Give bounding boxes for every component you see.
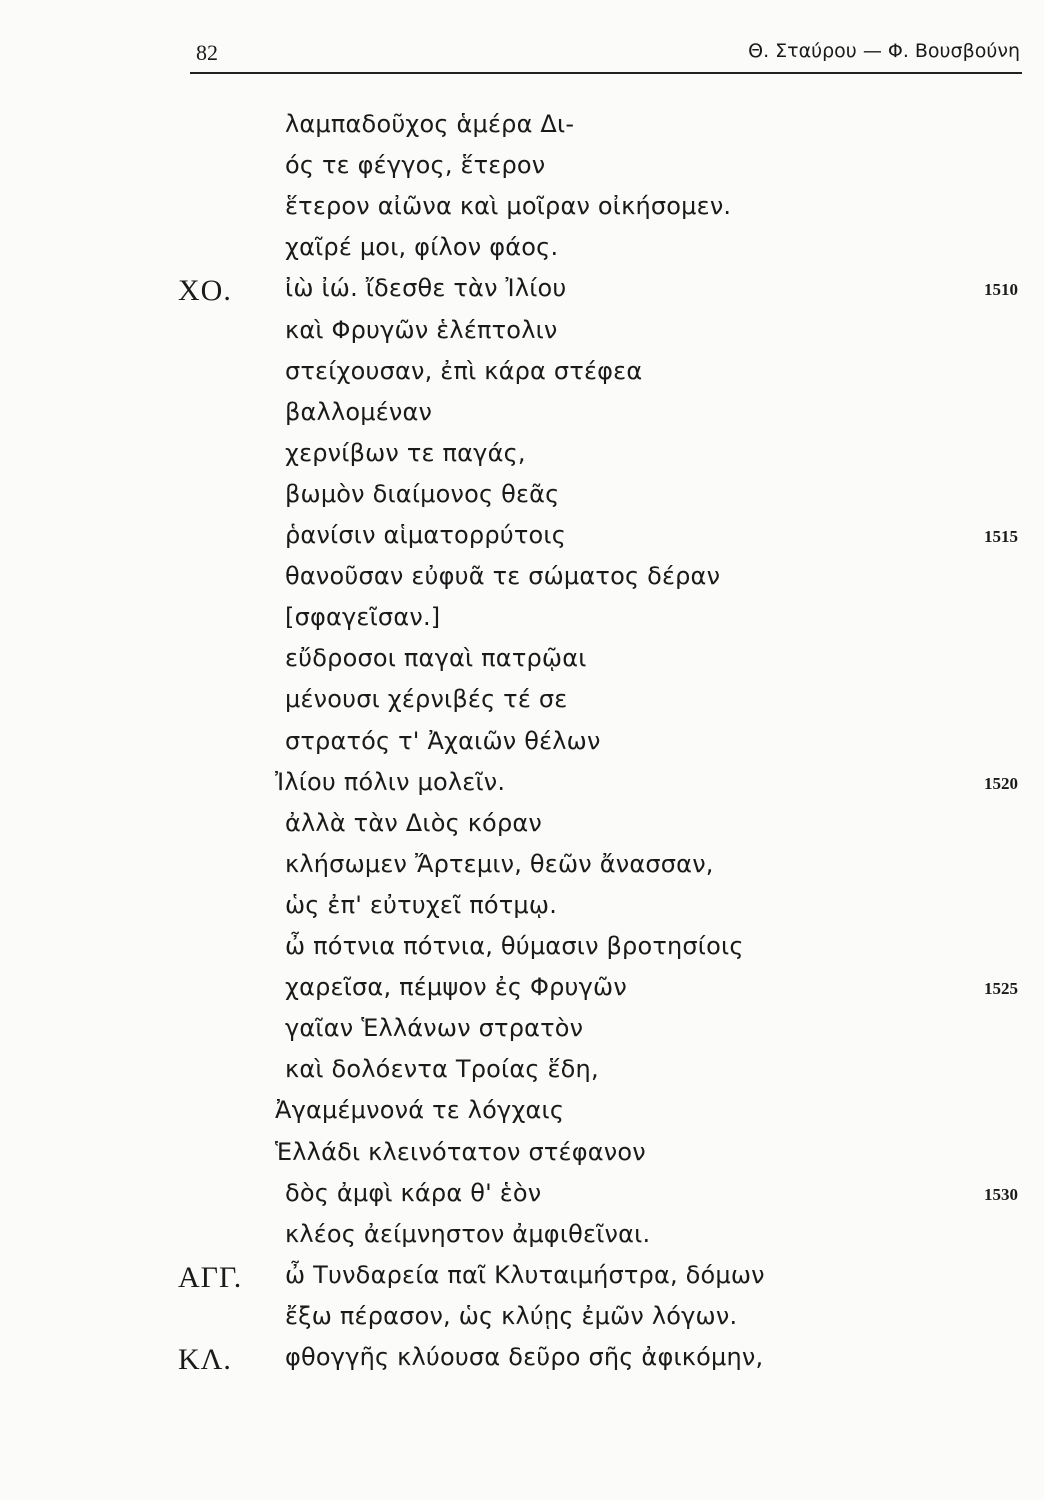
verse-text: στρατός τ' Ἀχαιῶν θέλων bbox=[285, 727, 601, 755]
verse-text: λαμπαδοῦχος ἁμέρα Δι- bbox=[285, 110, 575, 138]
verse-text: ἀλλὰ τὰν Διὸς κόραν bbox=[285, 809, 543, 837]
page-number: 82 bbox=[196, 40, 218, 65]
verse-text: Ἰλίου πόλιν μολεῖν. bbox=[275, 768, 506, 796]
verse-text: κλήσωμεν Ἄρτεμιν, θεῶν ἄνασσαν, bbox=[285, 850, 714, 878]
verse-line bbox=[0, 357, 1044, 399]
verse-line bbox=[0, 439, 1044, 481]
verse-line bbox=[0, 562, 1044, 604]
line-number: 1530 bbox=[984, 1185, 1018, 1204]
verse-text: [σφαγεῖσαν.] bbox=[285, 603, 441, 631]
verse-line bbox=[0, 891, 1044, 933]
verse-text: Ἑλλάδι κλεινότατον στέφανον bbox=[275, 1138, 646, 1166]
verse-text: ἕτερον αἰῶνα καὶ μοῖραν οἰκήσομεν. bbox=[285, 192, 732, 220]
verse-line bbox=[0, 192, 1044, 234]
verse-text: Ἀγαμέμνονά τε λόγχαις bbox=[275, 1096, 565, 1124]
verse-line bbox=[0, 850, 1044, 892]
verse-text: φθογγῆς κλύουσα δεῦρο σῆς ἀφικόμην, bbox=[285, 1343, 764, 1371]
verse-text: εὔδροσοι παγαὶ πατρῷαι bbox=[285, 644, 587, 672]
verse-line bbox=[0, 768, 1044, 810]
verse-line bbox=[0, 973, 1044, 1015]
verse-line bbox=[0, 603, 1044, 645]
verse-text: ἔξω πέρασον, ὡς κλύῃς ἐμῶν λόγων. bbox=[285, 1302, 738, 1330]
line-number: 1525 bbox=[984, 979, 1018, 998]
speaker-label: ΚΛ. bbox=[178, 1343, 232, 1376]
verse-text: βωμὸν διαίμονος θεᾶς bbox=[285, 480, 560, 508]
verse-text: χερνίβων τε παγάς, bbox=[285, 439, 526, 467]
verse-text: βαλλομέναν bbox=[285, 398, 433, 426]
line-number: 1520 bbox=[984, 774, 1018, 793]
verse-line bbox=[0, 274, 1044, 316]
verse-text: χαῖρέ μοι, φίλον φάος. bbox=[285, 233, 559, 261]
verse-line bbox=[0, 1055, 1044, 1097]
verse-line bbox=[0, 233, 1044, 275]
verse-text: γαῖαν Ἑλλάνων στρατὸν bbox=[285, 1014, 584, 1042]
verse-line bbox=[0, 644, 1044, 686]
verse-line bbox=[0, 809, 1044, 851]
verse-text: θανοῦσαν εὐφυᾶ τε σώματος δέραν bbox=[285, 562, 721, 590]
verse-line bbox=[0, 1096, 1044, 1138]
verse-line bbox=[0, 316, 1044, 358]
verse-line bbox=[0, 1302, 1044, 1344]
verse-text: ός τε φέγγος, ἕτερον bbox=[285, 151, 546, 179]
verse-line bbox=[0, 110, 1044, 152]
verse-text: μένουσι χέρνιβές τέ σε bbox=[285, 685, 568, 713]
verse-line bbox=[0, 398, 1044, 440]
verse-line bbox=[0, 1261, 1044, 1303]
verse-line bbox=[0, 521, 1044, 563]
verse-line bbox=[0, 1014, 1044, 1056]
verse-text: καὶ Φρυγῶν ἑλέπτολιν bbox=[285, 316, 558, 344]
verse-text: ὦ Τυνδαρεία παῖ Κλυταιμήστρα, δόμων bbox=[285, 1261, 765, 1289]
verse-text: δὸς ἀμφὶ κάρα θ' ἑὸν bbox=[285, 1179, 542, 1207]
verse-text: χαρεῖσα, πέμψον ἐς Φρυγῶν bbox=[285, 973, 627, 1001]
verse-text: καὶ δολόεντα Τροίας ἕδη, bbox=[285, 1055, 599, 1083]
verse-line bbox=[0, 1138, 1044, 1180]
verse-line bbox=[0, 1179, 1044, 1221]
verse-text: στείχουσαν, ἐπὶ κάρα στέφεα bbox=[285, 357, 643, 385]
verse-text: ἰὼ ἰώ. ἴδεσθε τὰν Ἰλίου bbox=[285, 274, 567, 302]
verse-line bbox=[0, 932, 1044, 974]
speaker-label: ΑΓΓ. bbox=[178, 1261, 243, 1294]
speaker-label: ΧΟ. bbox=[178, 274, 232, 307]
verse-line bbox=[0, 727, 1044, 769]
verse-text: ὡς ἐπ' εὐτυχεῖ πότμῳ. bbox=[285, 891, 558, 919]
verse-line bbox=[0, 1343, 1044, 1385]
verse-text: ῥανίσιν αἱματορρύτοις bbox=[285, 521, 567, 549]
header-rule bbox=[190, 72, 1022, 74]
verse-line bbox=[0, 151, 1044, 193]
verse-line bbox=[0, 1220, 1044, 1262]
verse-line bbox=[0, 480, 1044, 522]
verse-line bbox=[0, 685, 1044, 727]
page-header bbox=[190, 40, 1022, 74]
line-number: 1510 bbox=[984, 280, 1018, 299]
running-head: Θ. Σταύρου — Φ. Βουσβούνη bbox=[748, 40, 1020, 62]
line-number: 1515 bbox=[984, 527, 1018, 546]
verse-text: ὦ πότνια πότνια, θύμασιν βροτησίοις bbox=[285, 932, 744, 960]
verse-text: κλέος ἀείμνηστον ἀμφιθεῖναι. bbox=[285, 1220, 651, 1248]
